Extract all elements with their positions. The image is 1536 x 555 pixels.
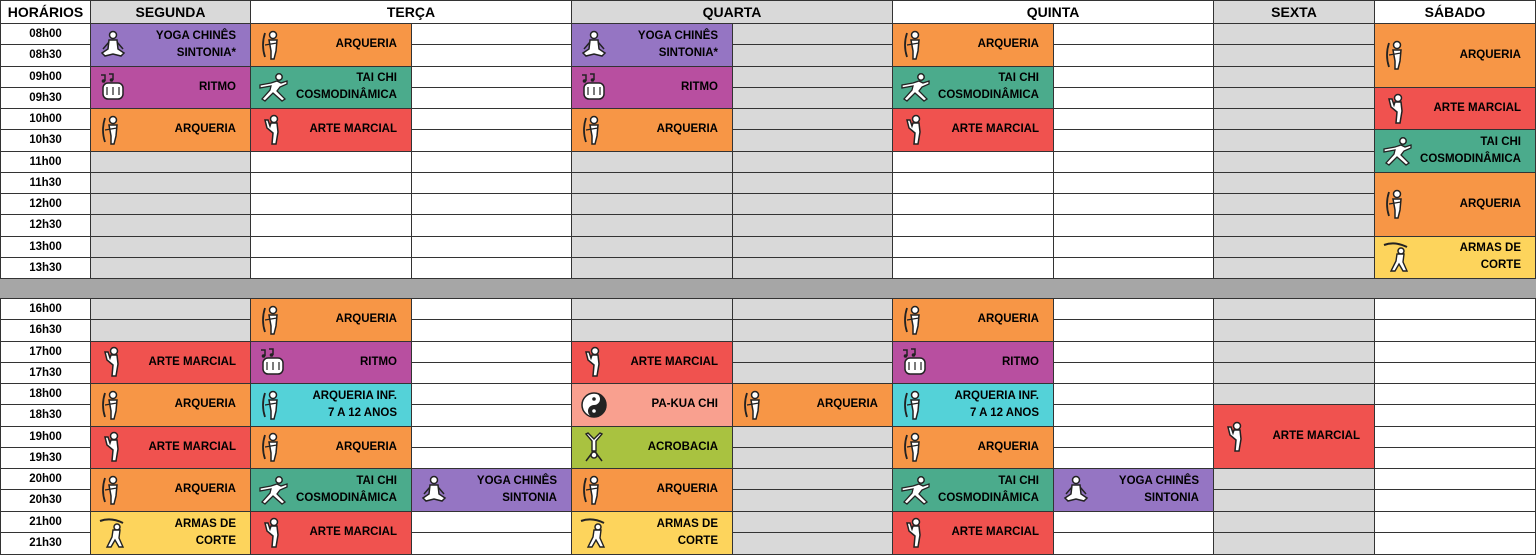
archer-icon [257, 431, 289, 463]
class-label: ARQUERIA INF. 7 A 12 ANOS [954, 389, 1039, 419]
class-label: ARTE MARCIAL [148, 440, 236, 453]
empty-slot [250, 214, 412, 236]
empty-slot [250, 257, 412, 279]
tai-chi-icon [899, 71, 931, 103]
class-label: YOGA CHINÊS SINTONIA [476, 474, 557, 504]
class-label: ARTE MARCIAL [309, 123, 397, 136]
empty-slot [1213, 468, 1375, 490]
class-label: ARMAS DE CORTE [174, 517, 236, 547]
class-label: ARTE MARCIAL [309, 526, 397, 539]
empty-slot [411, 426, 572, 448]
empty-slot [1213, 172, 1375, 194]
empty-slot [1213, 87, 1375, 109]
drum-fist-icon [899, 346, 931, 378]
martial-artist-icon [97, 346, 129, 378]
time-slot-label: 13h00 [0, 236, 91, 258]
class-block-tai-chi[interactable] [892, 468, 1054, 512]
archer-icon [97, 389, 129, 421]
class-block-tai-chi[interactable] [250, 66, 412, 110]
archer-icon [899, 304, 931, 336]
empty-slot [732, 44, 893, 66]
class-block-arqueria[interactable] [571, 468, 733, 512]
empty-slot [892, 193, 1054, 215]
empty-slot [90, 319, 251, 341]
empty-slot [411, 23, 572, 45]
empty-slot [90, 172, 251, 194]
class-label: ARQUERIA [816, 398, 878, 411]
class-block-arqueria[interactable] [90, 383, 251, 427]
yin-yang-icon [578, 389, 610, 421]
empty-slot [1053, 319, 1214, 341]
empty-slot [1053, 532, 1214, 555]
time-slot-label: 08h30 [0, 44, 91, 66]
time-slot-label: 09h30 [0, 87, 91, 109]
empty-slot [250, 236, 412, 258]
martial-artist-icon [1381, 93, 1413, 125]
empty-slot [411, 298, 572, 320]
archer-icon [578, 114, 610, 146]
empty-slot [571, 172, 733, 194]
archer-icon [1381, 39, 1413, 71]
class-block-arqueria[interactable] [892, 298, 1054, 342]
empty-slot [732, 489, 893, 511]
class-label: ARTE MARCIAL [951, 123, 1039, 136]
blade-fighter-icon [97, 517, 129, 549]
class-label: ARQUERIA [1459, 197, 1521, 210]
empty-slot [90, 257, 251, 279]
empty-slot [250, 193, 412, 215]
time-slot-label: 09h00 [0, 66, 91, 88]
archer-icon [899, 431, 931, 463]
class-label: ARMAS DE CORTE [656, 517, 718, 547]
empty-slot [892, 236, 1054, 258]
empty-slot [732, 298, 893, 320]
empty-slot [1374, 404, 1536, 426]
drum-fist-icon [578, 71, 610, 103]
archer-icon [1381, 188, 1413, 220]
blade-fighter-icon [1381, 241, 1413, 273]
empty-slot [411, 362, 572, 384]
time-slot-label: 11h30 [0, 172, 91, 194]
empty-slot [1213, 383, 1375, 405]
header-day-2: QUARTA [571, 0, 893, 24]
class-block-arte-marcial[interactable] [892, 108, 1054, 152]
empty-slot [571, 151, 733, 173]
class-label: ARTE MARCIAL [951, 526, 1039, 539]
class-label: ARTE MARCIAL [1433, 102, 1521, 114]
martial-artist-icon [899, 517, 931, 549]
header-day-0: SEGUNDA [90, 0, 251, 24]
class-label: TAI CHI COSMODINÂMICA [938, 72, 1039, 102]
archer-icon [97, 474, 129, 506]
empty-slot [411, 44, 572, 66]
archer-icon [257, 389, 289, 421]
class-label: TAI CHI COSMODINÂMICA [296, 72, 397, 102]
class-label: ARTE MARCIAL [630, 355, 718, 368]
class-block-armas[interactable] [571, 511, 733, 555]
time-slot-label: 10h30 [0, 129, 91, 151]
empty-slot [1053, 511, 1214, 533]
empty-slot [90, 193, 251, 215]
empty-slot [1213, 44, 1375, 66]
empty-slot [1213, 341, 1375, 363]
empty-slot [1213, 489, 1375, 511]
yoga-icon [418, 474, 450, 506]
tai-chi-icon [257, 474, 289, 506]
class-block-arq-inf[interactable] [892, 383, 1054, 427]
time-slot-label: 16h30 [0, 319, 91, 341]
archer-icon [739, 389, 771, 421]
class-label: YOGA CHINÊS SINTONIA* [637, 29, 718, 59]
empty-slot [732, 426, 893, 448]
empty-slot [411, 108, 572, 130]
class-block-arte-marcial[interactable] [571, 341, 733, 385]
class-label: YOGA CHINÊS SINTONIA [1118, 474, 1199, 504]
class-block-ritmo[interactable] [571, 66, 733, 110]
empty-slot [411, 341, 572, 363]
martial-artist-icon [257, 114, 289, 146]
empty-slot [90, 151, 251, 173]
class-block-arte-marcial[interactable] [250, 511, 412, 555]
empty-slot [250, 151, 412, 173]
martial-artist-icon [1220, 421, 1252, 453]
empty-slot [1053, 362, 1214, 384]
empty-slot [1053, 236, 1214, 258]
empty-slot [892, 214, 1054, 236]
yoga-icon [97, 29, 129, 61]
class-block-tai-chi[interactable] [1374, 129, 1536, 173]
tai-chi-icon [899, 474, 931, 506]
empty-slot [732, 341, 893, 363]
class-block-arq-inf[interactable] [250, 383, 412, 427]
class-label: ARQUERIA [656, 483, 718, 496]
empty-slot [1213, 298, 1375, 320]
class-label: ARQUERIA INF. 7 A 12 ANOS [312, 389, 397, 419]
time-slot-label: 21h00 [0, 511, 91, 533]
empty-slot [732, 257, 893, 279]
empty-slot [1053, 298, 1214, 320]
class-label: ARMAS DE CORTE [1459, 242, 1521, 272]
class-block-arte-marcial[interactable] [1213, 404, 1375, 469]
empty-slot [571, 257, 733, 279]
class-block-arqueria[interactable] [250, 426, 412, 470]
empty-slot [1053, 193, 1214, 215]
empty-slot [411, 129, 572, 151]
class-label: RITMO [680, 80, 718, 93]
empty-slot [1374, 468, 1536, 490]
empty-slot [732, 532, 893, 555]
empty-slot [1213, 108, 1375, 130]
class-label: RITMO [198, 80, 236, 93]
empty-slot [1374, 447, 1536, 469]
class-label: TAI CHI COSMODINÂMICA [1420, 136, 1521, 165]
time-slot-label: 12h30 [0, 214, 91, 236]
class-label: RITMO [1001, 355, 1039, 368]
class-block-armas[interactable] [90, 511, 251, 555]
empty-slot [1053, 151, 1214, 173]
time-slot-label: 19h00 [0, 426, 91, 448]
class-block-yoga[interactable] [411, 468, 572, 512]
time-slot-label: 11h00 [0, 151, 91, 173]
empty-slot [1213, 236, 1375, 258]
empty-slot [732, 129, 893, 151]
class-block-acrobacia[interactable] [571, 426, 733, 470]
class-label: ARQUERIA [1459, 48, 1521, 61]
empty-slot [1053, 447, 1214, 469]
archer-icon [899, 389, 931, 421]
empty-slot [1053, 66, 1214, 88]
class-block-arte-marcial[interactable] [90, 341, 251, 385]
empty-slot [1374, 383, 1536, 405]
time-slot-label: 16h00 [0, 298, 91, 320]
class-block-ritmo[interactable] [892, 341, 1054, 385]
class-block-arqueria[interactable] [250, 298, 412, 342]
time-slot-label: 12h00 [0, 193, 91, 215]
archer-icon [899, 29, 931, 61]
class-label: ARQUERIA [174, 483, 236, 496]
header-day-1: TERÇA [250, 0, 572, 24]
time-slot-label: 20h00 [0, 468, 91, 490]
class-label: TAI CHI COSMODINÂMICA [296, 474, 397, 504]
class-label: ARQUERIA [335, 313, 397, 326]
time-slot-label: 21h30 [0, 532, 91, 555]
martial-artist-icon [257, 517, 289, 549]
empty-slot [571, 193, 733, 215]
empty-slot [1374, 298, 1536, 320]
empty-slot [892, 172, 1054, 194]
class-block-armas[interactable] [1374, 236, 1536, 280]
archer-icon [257, 304, 289, 336]
empty-slot [1053, 108, 1214, 130]
empty-slot [1213, 23, 1375, 45]
tai-chi-icon [1381, 135, 1413, 167]
empty-slot [411, 532, 572, 555]
class-block-arqueria[interactable] [90, 108, 251, 152]
empty-slot [90, 298, 251, 320]
empty-slot [732, 66, 893, 88]
empty-slot [732, 214, 893, 236]
acrobat-icon [578, 431, 610, 463]
empty-slot [1053, 257, 1214, 279]
class-label: ARQUERIA [335, 440, 397, 453]
empty-slot [411, 87, 572, 109]
empty-slot [411, 66, 572, 88]
empty-slot [411, 172, 572, 194]
empty-slot [732, 362, 893, 384]
class-block-arqueria[interactable] [90, 468, 251, 512]
drum-fist-icon [97, 71, 129, 103]
empty-slot [1053, 87, 1214, 109]
class-label: YOGA CHINÊS SINTONIA* [155, 29, 236, 59]
empty-slot [1053, 404, 1214, 426]
header-day-3: QUINTA [892, 0, 1214, 24]
empty-slot [732, 236, 893, 258]
yoga-icon [1060, 474, 1092, 506]
empty-slot [411, 447, 572, 469]
class-label: RITMO [359, 355, 397, 368]
archer-icon [257, 29, 289, 61]
empty-slot [411, 319, 572, 341]
empty-slot [411, 151, 572, 173]
empty-slot [1053, 341, 1214, 363]
empty-slot [1053, 44, 1214, 66]
class-block-arqueria[interactable] [1374, 172, 1536, 237]
class-block-yoga[interactable] [1053, 468, 1214, 512]
time-slot-label: 20h30 [0, 489, 91, 511]
empty-slot [1053, 129, 1214, 151]
empty-slot [732, 447, 893, 469]
empty-slot [732, 151, 893, 173]
class-block-arqueria[interactable] [250, 23, 412, 67]
empty-slot [1374, 341, 1536, 363]
class-label: ARQUERIA [335, 38, 397, 51]
martial-artist-icon [578, 346, 610, 378]
archer-icon [97, 114, 129, 146]
time-slot-label: 19h30 [0, 447, 91, 469]
time-slot-label: 10h00 [0, 108, 91, 130]
class-block-yoga-s[interactable] [90, 23, 251, 67]
empty-slot [411, 511, 572, 533]
class-block-arte-marcial[interactable] [1374, 87, 1536, 131]
empty-slot [1213, 319, 1375, 341]
empty-slot [732, 23, 893, 45]
empty-slot [732, 172, 893, 194]
empty-slot [571, 236, 733, 258]
empty-slot [1213, 151, 1375, 173]
class-label: ARQUERIA [977, 313, 1039, 326]
empty-slot [1213, 257, 1375, 279]
empty-slot [411, 383, 572, 405]
empty-slot [1213, 511, 1375, 533]
header-day-4: SEXTA [1213, 0, 1375, 24]
empty-slot [732, 108, 893, 130]
empty-slot [571, 298, 733, 320]
empty-slot [250, 172, 412, 194]
header-day-5: SÁBADO [1374, 0, 1536, 24]
class-block-arqueria[interactable] [892, 23, 1054, 67]
blade-fighter-icon [578, 517, 610, 549]
empty-slot [732, 87, 893, 109]
empty-slot [90, 214, 251, 236]
yoga-icon [578, 29, 610, 61]
class-label: ARQUERIA [174, 123, 236, 136]
martial-artist-icon [899, 114, 931, 146]
lunch-break-divider [0, 278, 1536, 299]
empty-slot [411, 214, 572, 236]
archer-icon [578, 474, 610, 506]
empty-slot [1374, 511, 1536, 533]
time-slot-label: 17h30 [0, 362, 91, 384]
class-label: TAI CHI COSMODINÂMICA [938, 474, 1039, 504]
class-block-arte-marcial[interactable] [892, 511, 1054, 555]
empty-slot [1213, 532, 1375, 555]
class-block-arqueria[interactable] [571, 108, 733, 152]
class-block-arqueria[interactable] [892, 426, 1054, 470]
empty-slot [1213, 362, 1375, 384]
empty-slot [732, 511, 893, 533]
class-label: ARTE MARCIAL [1272, 430, 1360, 443]
empty-slot [892, 257, 1054, 279]
time-slot-label: 08h00 [0, 23, 91, 45]
empty-slot [411, 257, 572, 279]
empty-slot [571, 214, 733, 236]
empty-slot [1374, 426, 1536, 448]
empty-slot [732, 319, 893, 341]
time-slot-label: 18h30 [0, 404, 91, 426]
class-block-yoga-s[interactable] [571, 23, 733, 67]
class-label: ARQUERIA [977, 440, 1039, 453]
empty-slot [1053, 172, 1214, 194]
empty-slot [732, 468, 893, 490]
drum-fist-icon [257, 346, 289, 378]
time-slot-label: 18h00 [0, 383, 91, 405]
empty-slot [1053, 426, 1214, 448]
empty-slot [1053, 383, 1214, 405]
time-slot-label: 17h00 [0, 341, 91, 363]
class-block-tai-chi[interactable] [892, 66, 1054, 110]
class-label: ACROBACIA [647, 440, 718, 453]
empty-slot [571, 319, 733, 341]
class-label: ARQUERIA [174, 398, 236, 411]
empty-slot [411, 404, 572, 426]
class-label: PA-KUA CHI [651, 398, 718, 411]
class-block-arqueria[interactable] [732, 383, 893, 427]
empty-slot [411, 193, 572, 215]
class-label: ARQUERIA [977, 38, 1039, 51]
class-label: ARQUERIA [656, 123, 718, 136]
empty-slot [732, 193, 893, 215]
empty-slot [411, 236, 572, 258]
class-block-arte-marcial[interactable] [250, 108, 412, 152]
class-block-ritmo[interactable] [90, 66, 251, 110]
empty-slot [1213, 66, 1375, 88]
class-block-pakua[interactable] [571, 383, 733, 427]
empty-slot [1374, 532, 1536, 555]
class-block-arte-marcial[interactable] [90, 426, 251, 470]
empty-slot [1374, 319, 1536, 341]
empty-slot [1213, 129, 1375, 151]
header-horarios: HORÁRIOS [0, 0, 91, 24]
class-block-tai-chi[interactable] [250, 468, 412, 512]
empty-slot [1053, 23, 1214, 45]
empty-slot [1213, 214, 1375, 236]
empty-slot [1374, 362, 1536, 384]
empty-slot [1053, 214, 1214, 236]
tai-chi-icon [257, 71, 289, 103]
empty-slot [1374, 489, 1536, 511]
empty-slot [90, 236, 251, 258]
class-block-ritmo[interactable] [250, 341, 412, 385]
class-block-arqueria[interactable] [1374, 23, 1536, 88]
class-label: ARTE MARCIAL [148, 355, 236, 368]
time-slot-label: 13h30 [0, 257, 91, 279]
empty-slot [1213, 193, 1375, 215]
empty-slot [892, 151, 1054, 173]
martial-artist-icon [97, 431, 129, 463]
